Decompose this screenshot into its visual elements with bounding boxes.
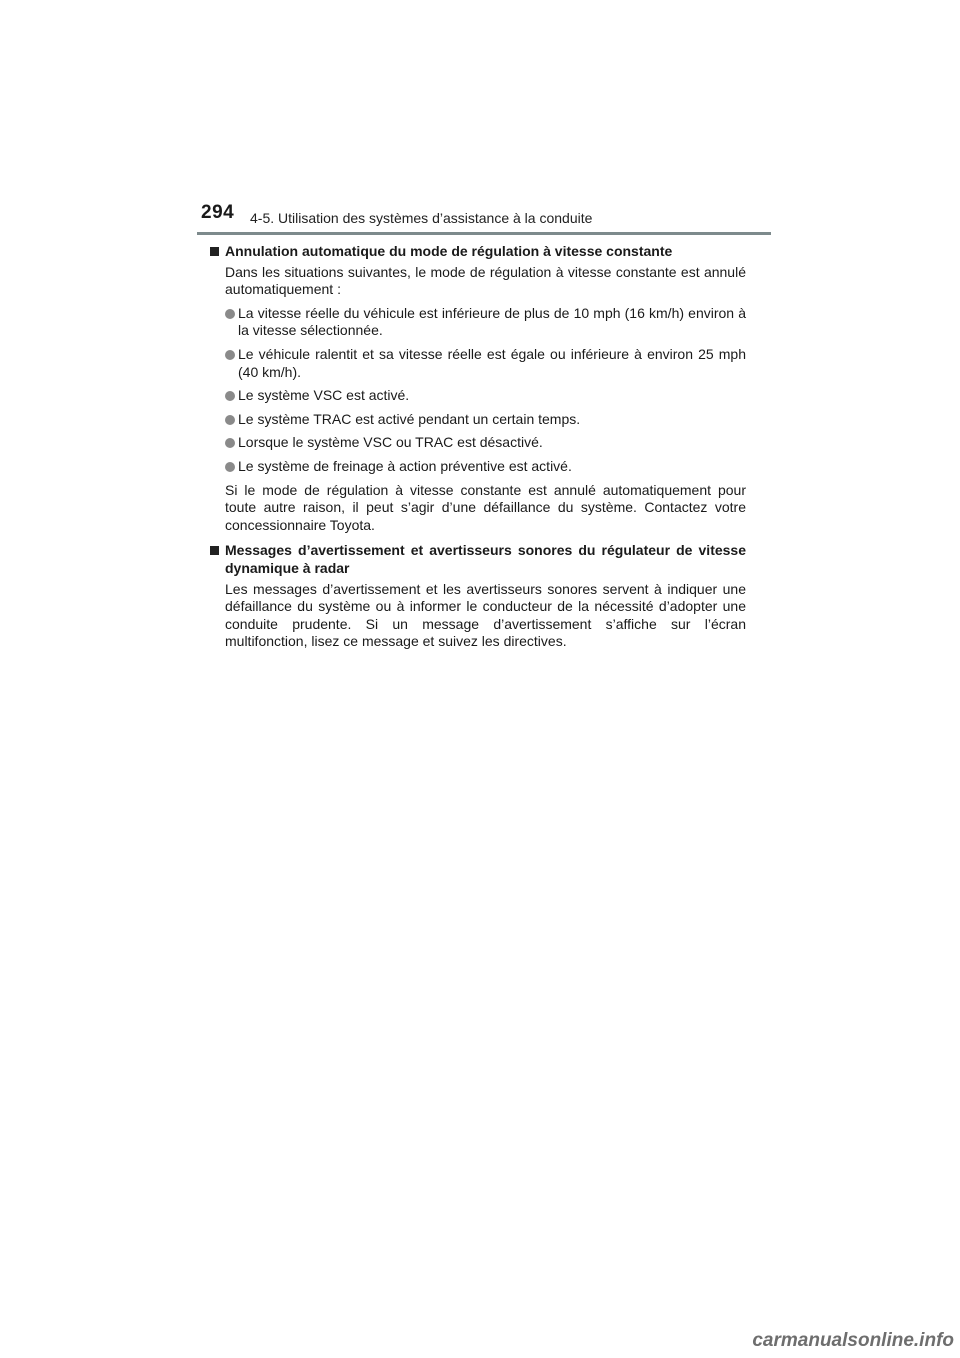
list-item xyxy=(210,305,746,340)
list-item xyxy=(210,411,746,429)
list-item xyxy=(210,346,746,381)
page-number: 294 xyxy=(201,202,235,223)
bullet-dot-icon xyxy=(225,415,235,425)
list-item-text: Le système VSC est activé. xyxy=(238,387,410,404)
watermark-link[interactable]: carmanualsonline.info xyxy=(752,1330,954,1351)
bullet-dot-icon xyxy=(225,391,235,401)
list-item-text: La vitesse réelle du véhicule est inférieure de plus de 10 mph (16 km/h) environ à la vitesse sélectionnée. xyxy=(238,304,746,339)
section-heading-text: Messages d’avertissement et avertisseurs sonores du régulateur de vitesse dynamique à radar xyxy=(225,542,746,576)
square-bullet-icon xyxy=(210,546,219,555)
section-heading-text: Annulation automatique du mode de régulation à vitesse constante xyxy=(225,243,673,259)
section-intro: Les messages d’avertissement et les avertisseurs sonores servent à indiquer une défaillance du système ou à informer le conducteur de la nécessité d’adopter une conduite prudente. Si un message d’avertissement s’affiche sur l’écran multifonction, lisez ce message et suivez les directives. xyxy=(225,580,746,650)
chapter-title: 4-5. Utilisation des systèmes d’assistance à la conduite xyxy=(250,210,593,226)
header-rule xyxy=(197,232,771,235)
bullet-dot-icon xyxy=(225,309,235,319)
list-item xyxy=(210,387,746,405)
section-heading xyxy=(210,542,746,577)
list-item-text: Lorsque le système VSC ou TRAC est désactivé. xyxy=(238,434,543,451)
bullet-dot-icon xyxy=(225,350,235,360)
section-heading xyxy=(210,243,746,261)
list-item-text: Le véhicule ralentit et sa vitesse réelle est égale ou inférieure à environ 25 mph (40 km/h). xyxy=(238,345,746,380)
list-item xyxy=(210,458,746,476)
section-outro: Si le mode de régulation à vitesse constante est annulé automatiquement pour toute autre raison, il peut s’agir d’une défaillance du système. Contactez votre concessionnaire Toyota. xyxy=(225,481,746,533)
bullet-dot-icon xyxy=(225,438,235,448)
bullet-dot-icon xyxy=(225,462,235,472)
list-item-text: Le système TRAC est activé pendant un certain temps. xyxy=(238,410,581,427)
section-intro: Dans les situations suivantes, le mode de régulation à vitesse constante est annulé automatiquement : xyxy=(225,263,746,298)
square-bullet-icon xyxy=(210,247,219,256)
list-item xyxy=(210,434,746,452)
list-item-text: Le système de freinage à action préventive est activé. xyxy=(238,457,572,474)
page-content xyxy=(210,243,746,657)
